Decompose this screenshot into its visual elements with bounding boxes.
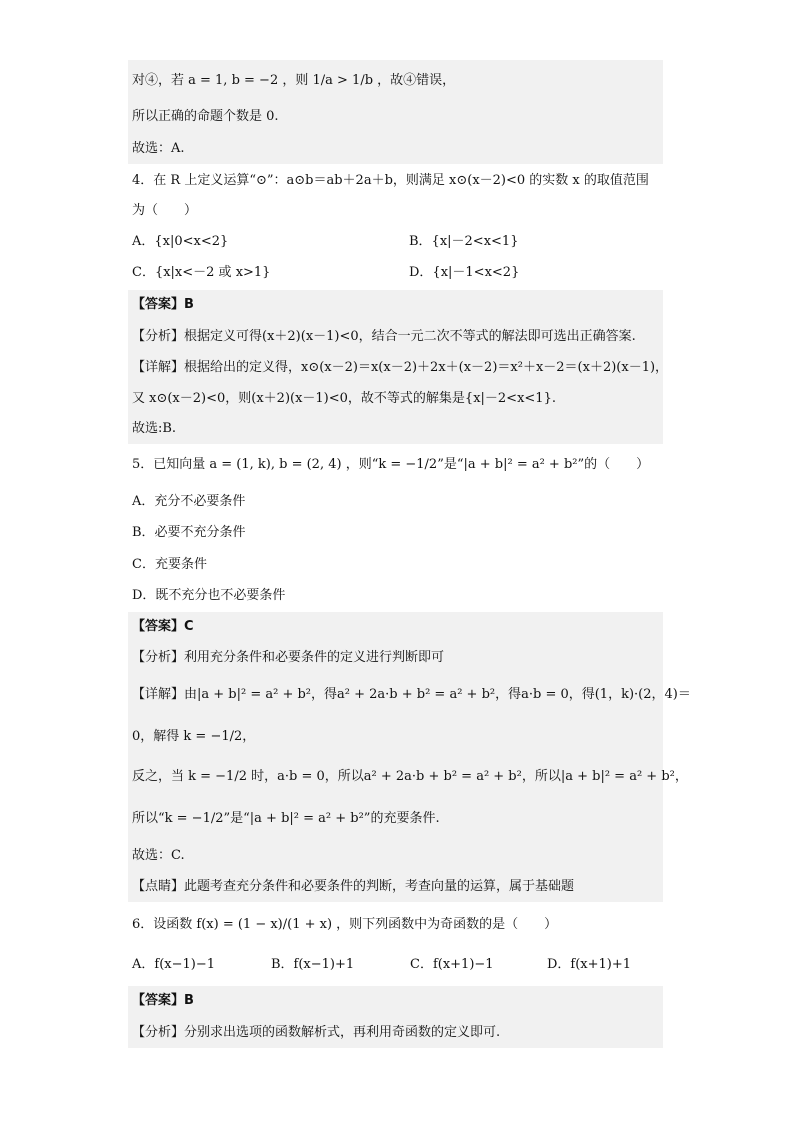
q4-option-a: A．{x|0<x<2} — [132, 234, 229, 249]
q6-option-a: A．f(x−1)−1 — [132, 957, 216, 972]
q4-detail-2: 又 x⊙(x－2)<0，则(x＋2)(x－1)<0，故不等式的解集是{x|－2<x<1}. — [132, 391, 556, 406]
q4-choose: 故选:B. — [132, 421, 177, 436]
prev-line-1: 对④，若 a = 1, b = −2 ，则 1/a > 1/b ，故④错误， — [132, 73, 456, 88]
q4-stem-2: 为（ ） — [132, 203, 198, 218]
prev-line-3: 故选：A. — [132, 141, 185, 156]
q5-option-d: D．既不充分也不必要条件 — [132, 588, 286, 603]
q4-stem-1: 4．在 R 上定义运算“⊙”：a⊙b＝ab＋2a＋b，则满足 x⊙(x－2)<0 的实数 x 的取值范围 — [132, 173, 649, 188]
q4-detail-1: 【详解】根据给出的定义得，x⊙(x－2)＝x(x－2)＋2x＋(x－2)＝x²＋x－2＝(x＋2)(x－1)， — [132, 360, 669, 375]
q5-detail-4: 所以“k = −1/2”是“|a + b|² = a² + b²”的充要条件. — [132, 811, 440, 826]
q5-detail-1: 【详解】由|a + b|² = a² + b²，得a² + 2a·b + b² = a² + b²，得a·b = 0，得(1，k)·(2，4)＝ — [132, 687, 691, 702]
q5-analysis: 【分析】利用充分条件和必要条件的定义进行判断即可 — [132, 650, 445, 665]
q5-choose: 故选：C. — [132, 848, 185, 863]
q4-answer: 【答案】B — [132, 297, 194, 312]
q4-analysis: 【分析】根据定义可得(x＋2)(x－1)<0，结合一元二次不等式的解法即可选出正确答案. — [132, 329, 636, 344]
q4-option-d: D．{x|－1<x<2} — [409, 265, 520, 280]
q6-answer: 【答案】B — [132, 993, 194, 1008]
q6-stem: 6．设函数 f(x) = (1 − x)/(1 + x) ，则下列函数中为奇函数的是（ ） — [132, 917, 558, 932]
q6-option-c: C．f(x+1)−1 — [410, 957, 494, 972]
q5-option-a: A．充分不必要条件 — [132, 494, 246, 509]
q5-answer: 【答案】C — [132, 619, 194, 634]
q5-detail-2: 0，解得 k = −1/2， — [132, 729, 256, 744]
prev-line-2: 所以正确的命题个数是 0. — [132, 109, 279, 124]
q6-option-b: B．f(x−1)+1 — [271, 957, 355, 972]
q5-comment: 【点睛】此题考查充分条件和必要条件的判断，考查向量的运算，属于基础题 — [132, 879, 575, 894]
q4-option-c: C．{x|x<－2 或 x>1} — [132, 265, 271, 280]
q5-option-b: B．必要不充分条件 — [132, 525, 246, 540]
q5-option-c: C．充要条件 — [132, 557, 207, 572]
q6-option-d: D．f(x+1)+1 — [547, 957, 632, 972]
q5-stem: 5．已知向量 a = (1, k), b = (2, 4) ，则“k = −1/2”是“|a + b|² = a² + b²”的（ ） — [132, 457, 650, 472]
q5-detail-3: 反之，当 k = −1/2 时，a·b = 0，所以a² + 2a·b + b² = a² + b²，所以|a + b|² = a² + b²， — [132, 769, 688, 784]
q4-option-b: B．{x|－2<x<1} — [409, 234, 519, 249]
q6-analysis: 【分析】分别求出选项的函数解析式，再利用奇函数的定义即可. — [132, 1025, 501, 1040]
